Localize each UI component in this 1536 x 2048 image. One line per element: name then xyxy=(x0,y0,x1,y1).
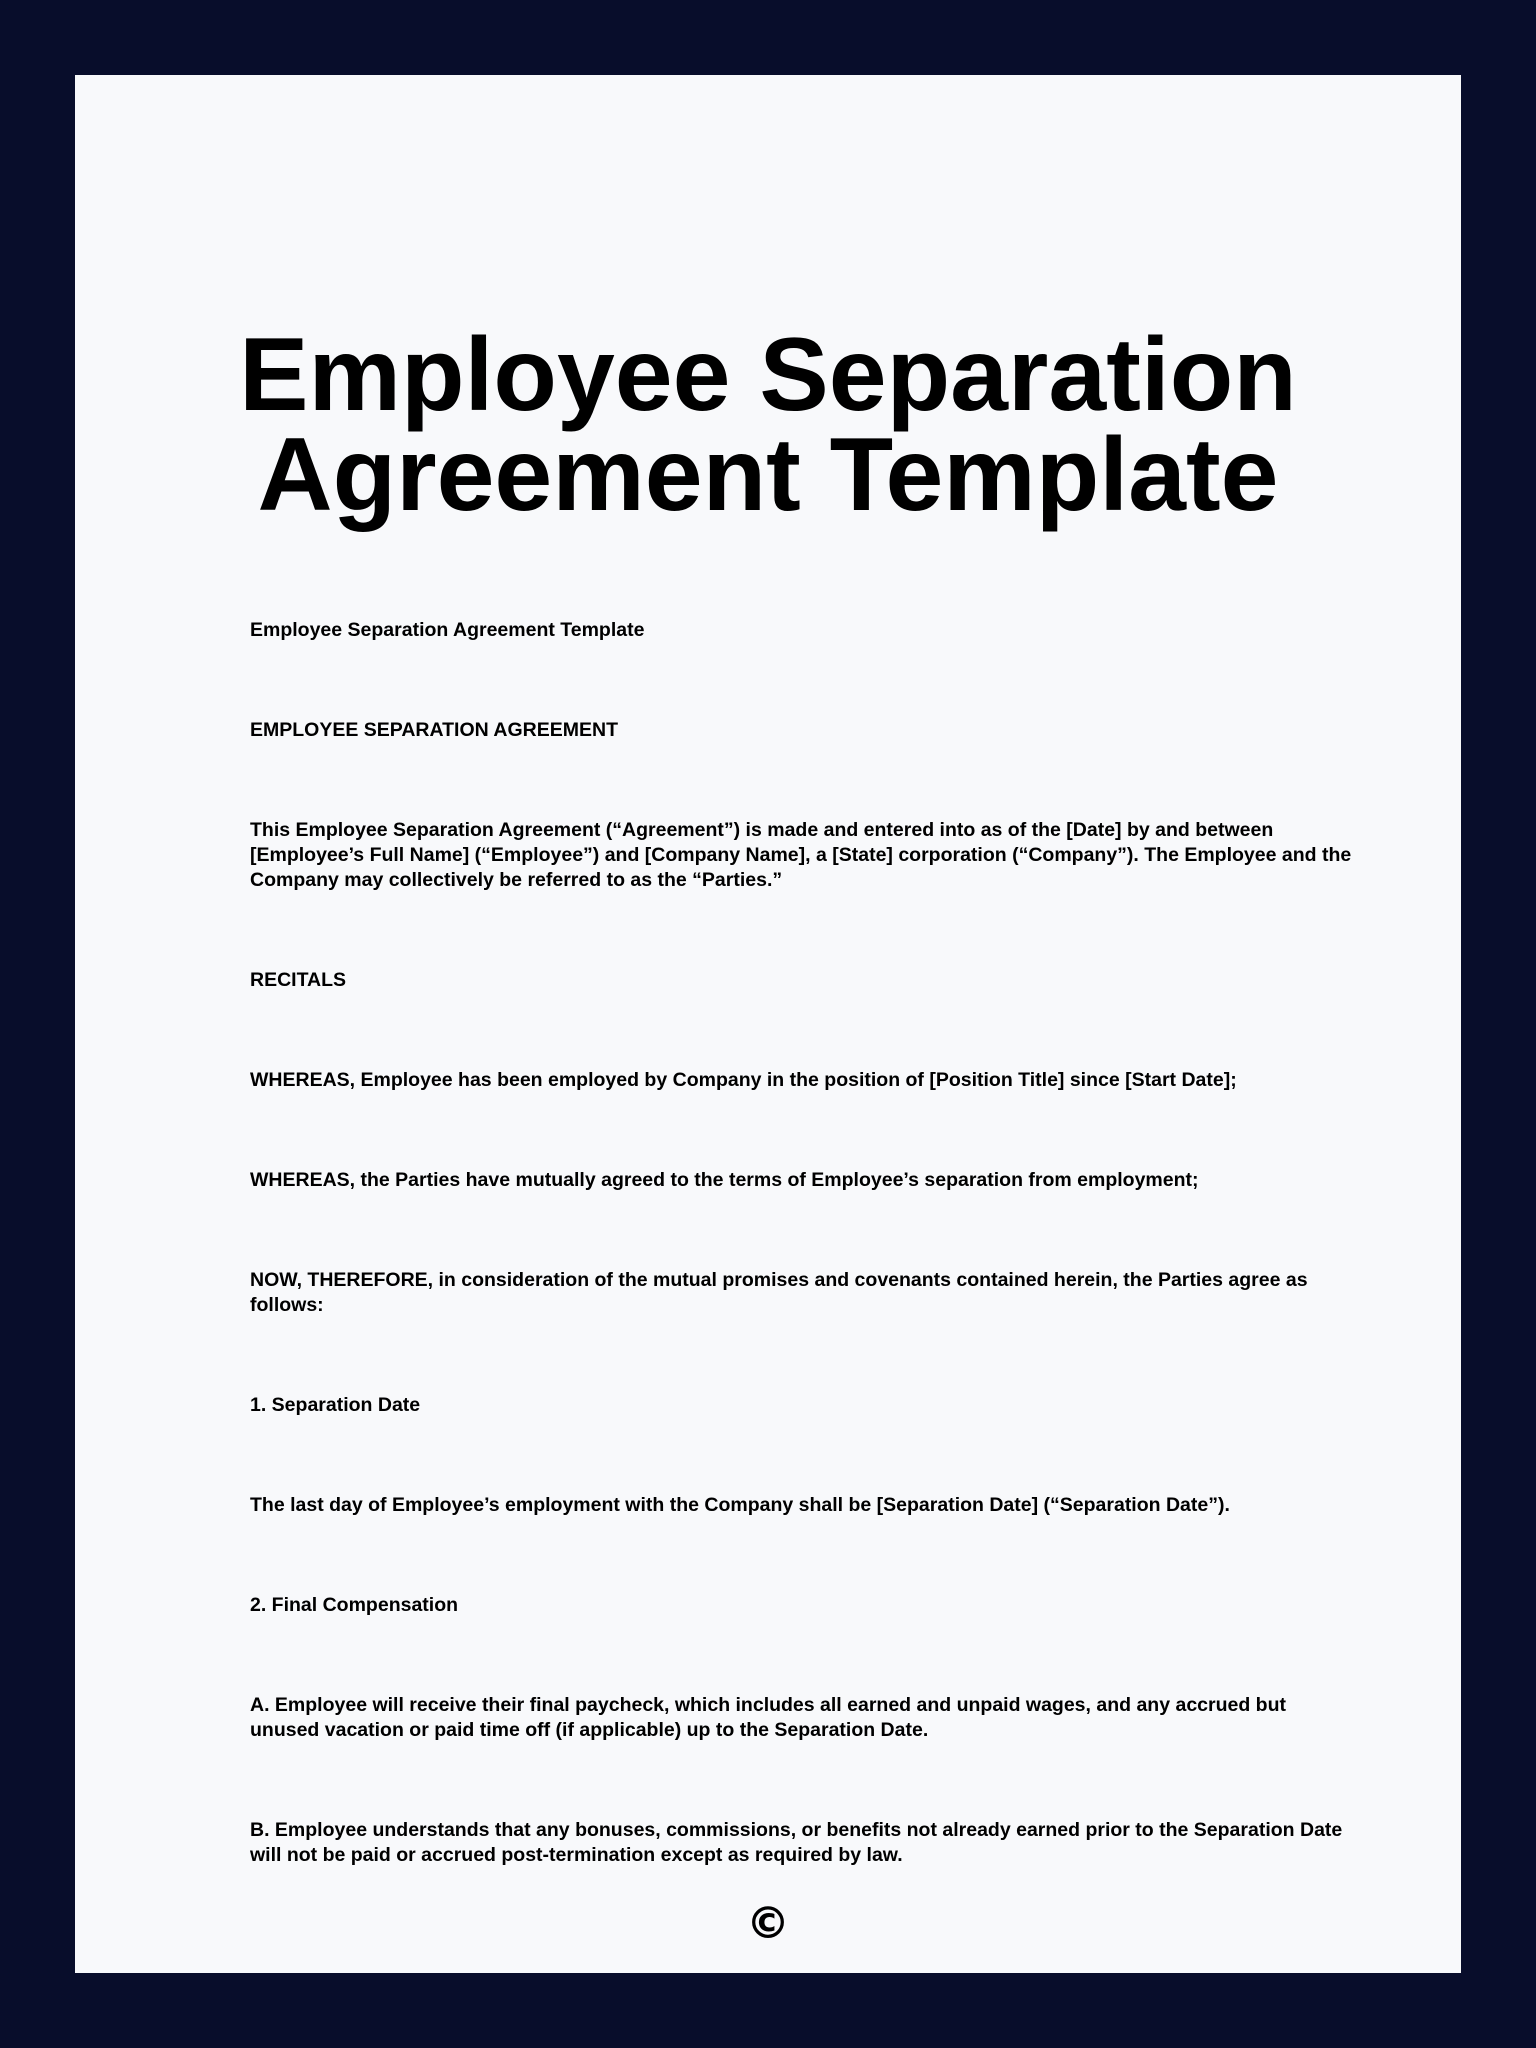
whereas-paragraph-1: WHEREAS, Employee has been employed by Company in the position of [Position Title] since [Start Date]; xyxy=(250,1069,1237,1091)
document-title xyxy=(75,317,1461,533)
intro-paragraph: This Employee Separation Agreement (“Agreement”) is made and entered into as of the [Date] by and between [Employee’s Full Name] (“Employee”) and [Company Name], a [State] corporation (“Company”). The Employee and the Company may collectively be referred to as the “Parties.” xyxy=(250,819,1352,891)
section-1-heading: 1. Separation Date xyxy=(250,1394,421,1416)
section-2b-text: B. Employee understands that any bonuses, commissions, or benefits not already earned prior to the Separation Date will not be paid or accrued post-termination except as required by law. xyxy=(250,1819,1343,1866)
document-body xyxy=(250,618,1360,1868)
document-title-line-1: Employee Separation xyxy=(239,317,1297,433)
recitals-heading: RECITALS xyxy=(250,969,347,991)
copyright-icon: © xyxy=(746,1898,790,1949)
whereas-paragraph-2: WHEREAS, the Parties have mutually agreed to the terms of Employee’s separation from employment; xyxy=(250,1169,1199,1191)
document-subtitle: Employee Separation Agreement Template xyxy=(250,619,645,641)
document-page xyxy=(75,75,1461,1973)
document-title-line-2: Agreement Template xyxy=(257,417,1279,533)
agreement-heading: EMPLOYEE SEPARATION AGREEMENT xyxy=(250,719,619,741)
section-2a-text: A. Employee will receive their final paycheck, which includes all earned and unpaid wages, and any accrued but unused vacation or paid time off (if applicable) up to the Separation Date. xyxy=(250,1694,1286,1741)
section-2-heading: 2. Final Compensation xyxy=(250,1594,459,1616)
therefore-paragraph: NOW, THEREFORE, in consideration of the mutual promises and covenants contained herein, the Parties agree as follows: xyxy=(250,1269,1308,1316)
section-1-text: The last day of Employee’s employment with the Company shall be [Separation Date] (“Separation Date”). xyxy=(250,1494,1230,1516)
